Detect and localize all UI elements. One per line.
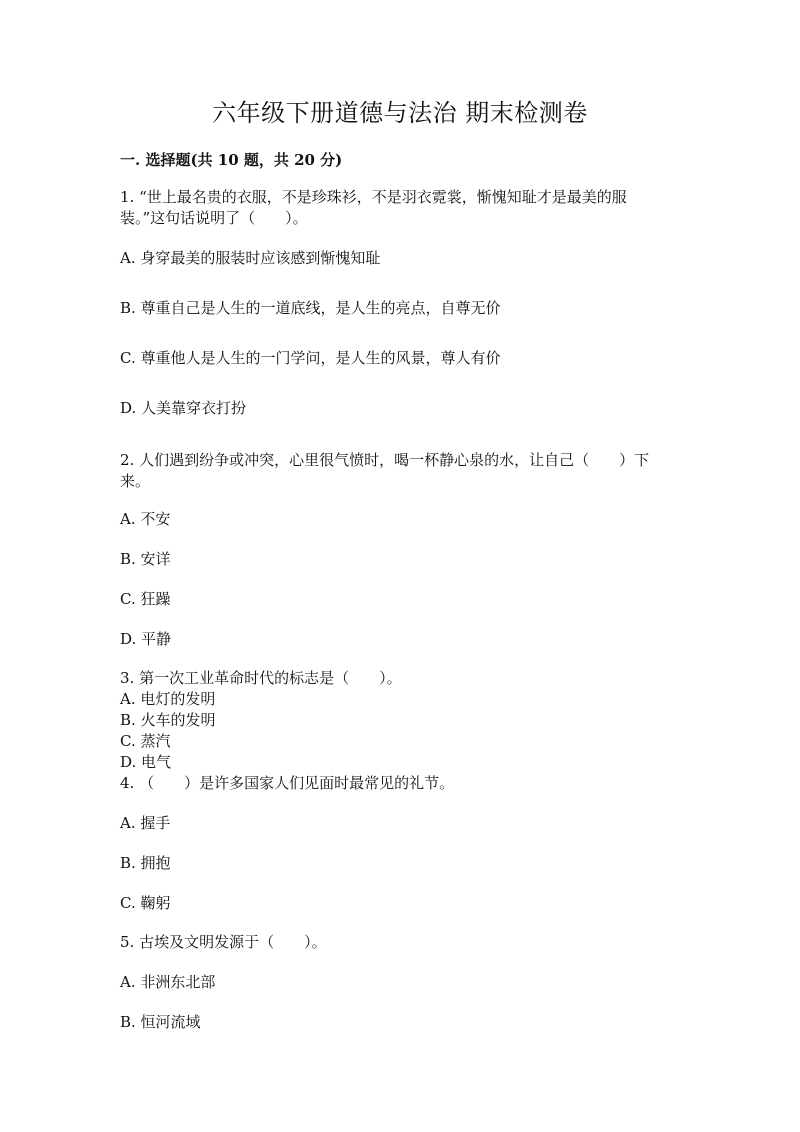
question-2-option-a: A. 不安: [120, 510, 171, 528]
question-4-option-b: B. 拥抱: [120, 854, 171, 872]
question-3-stem: 3. 第一次工业革命时代的标志是（ ）。: [120, 669, 402, 687]
question-1-option-d: D. 人美靠穿衣打扮: [120, 399, 247, 417]
question-3-option-a: A. 电灯的发明: [120, 690, 216, 708]
question-1-option-a: A. 身穿最美的服装时应该感到惭愧知耻: [120, 249, 381, 267]
question-3-option-c: C. 蒸汽: [120, 732, 171, 750]
question-1-stem-line-1: 1. “世上最名贵的衣服，不是珍珠衫，不是羽衣霓裳，惭愧知耻才是最美的服: [120, 188, 627, 206]
section-heading: 一. 选择题(共 10 题，共 20 分): [120, 151, 343, 169]
question-1-option-b: B. 尊重自己是人生的一道底线，是人生的亮点，自尊无价: [120, 299, 501, 317]
question-4-option-a: A. 握手: [120, 814, 171, 832]
question-2-option-b: B. 安详: [120, 550, 171, 568]
question-3-option-b: B. 火车的发明: [120, 711, 216, 729]
question-5-option-b: B. 恒河流域: [120, 1013, 201, 1031]
question-5-stem: 5. 古埃及文明发源于（ ）。: [120, 933, 327, 951]
question-4-stem: 4. （ ）是许多国家人们见面时最常见的礼节。: [120, 774, 455, 792]
question-1-stem-line-2: 装。”这句话说明了（ ）。: [120, 209, 308, 227]
question-1-option-c: C. 尊重他人是人生的一门学问，是人生的风景，尊人有价: [120, 349, 501, 367]
question-2-option-c: C. 狂躁: [120, 590, 171, 608]
question-2-option-d: D. 平静: [120, 630, 172, 648]
question-4-option-c: C. 鞠躬: [120, 894, 171, 912]
question-3-option-d: D. 电气: [120, 753, 172, 771]
question-5-option-a: A. 非洲东北部: [120, 973, 216, 991]
question-2-stem-line-1: 2. 人们遇到纷争或冲突，心里很气愤时，喝一杯静心泉的水，让自己（ ）下: [120, 451, 650, 469]
page-title: 六年级下册道德与法治 期末检测卷: [212, 99, 588, 127]
question-2-stem-line-2: 来。: [120, 472, 151, 490]
